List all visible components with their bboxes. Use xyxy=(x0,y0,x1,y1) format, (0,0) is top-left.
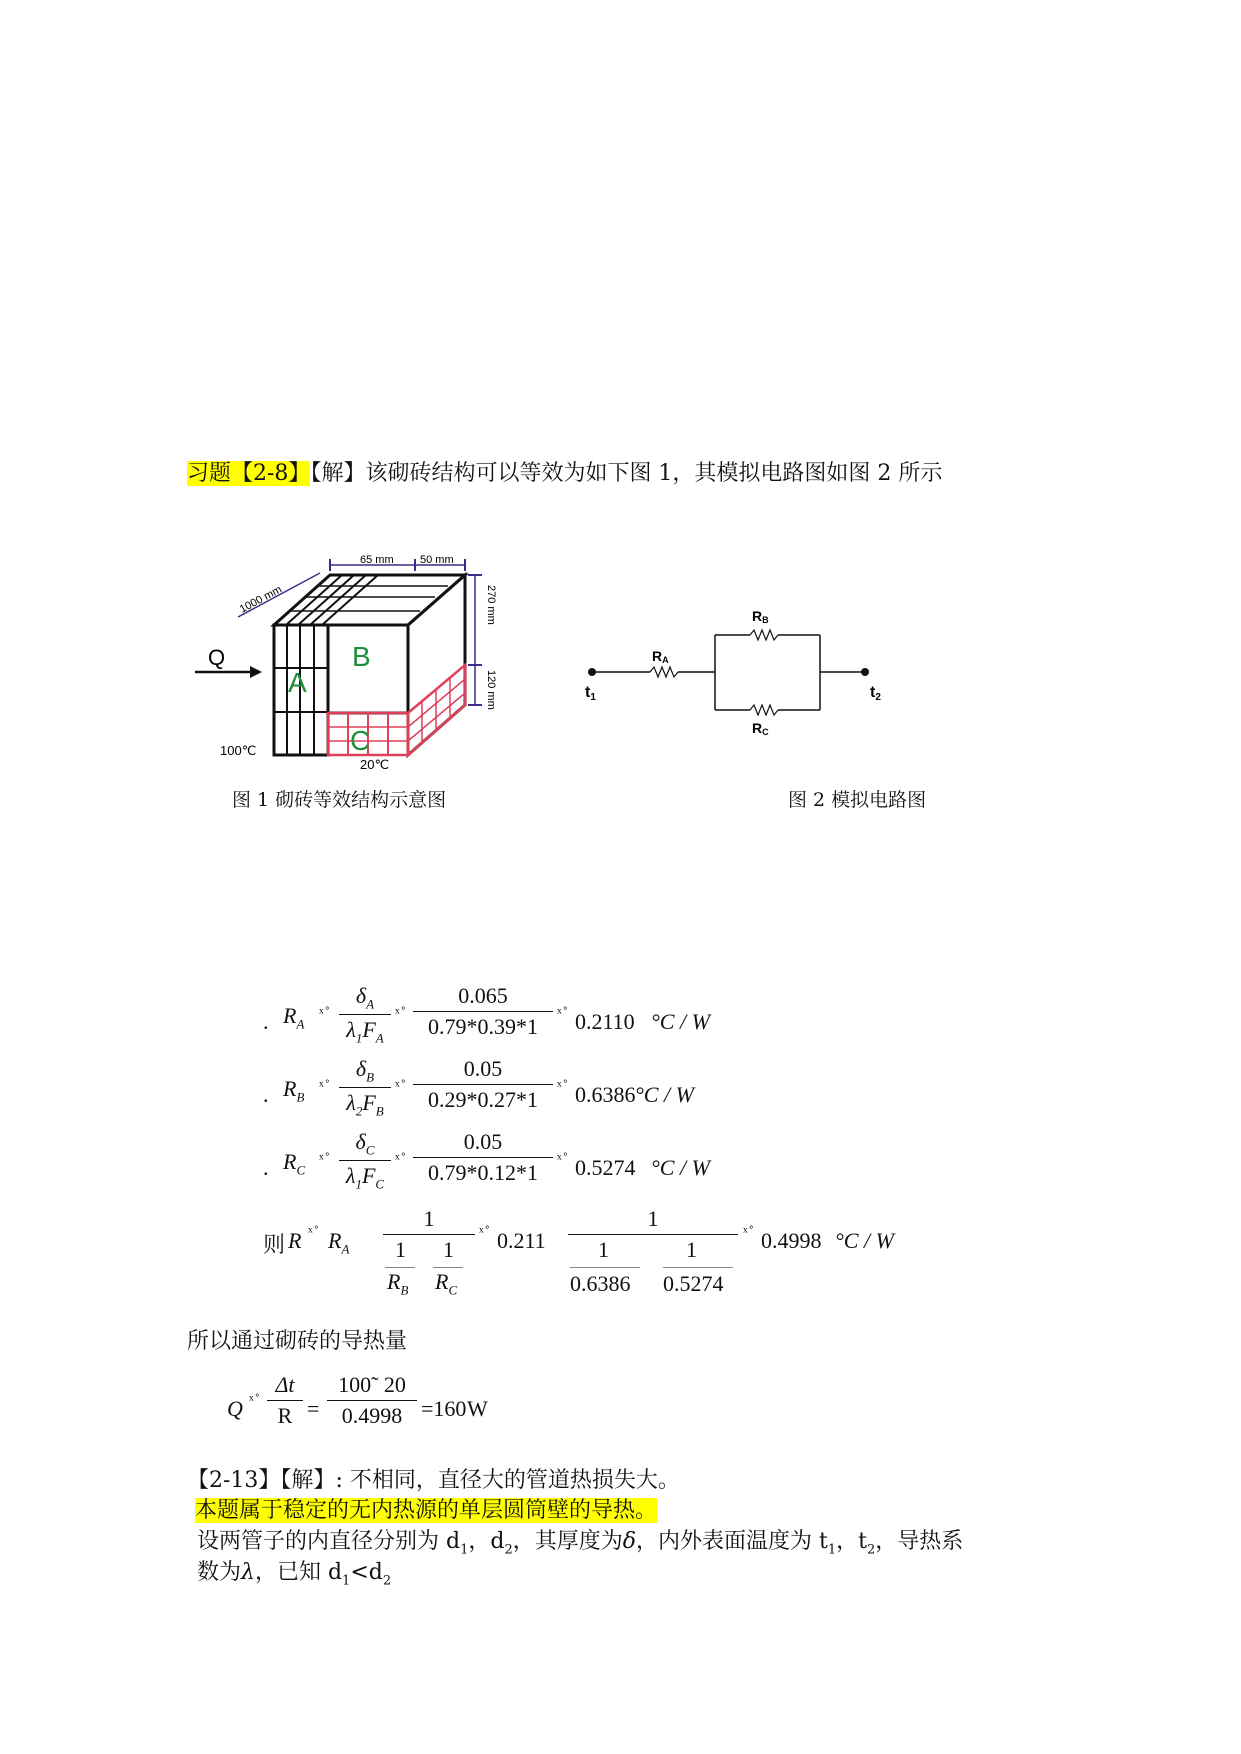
eq-rc-lhs: $R_C$ xyxy=(283,1149,306,1178)
dim-1000-label: 1000 mm xyxy=(237,583,284,616)
rc-sub: C xyxy=(762,727,769,735)
eq-rb-frac1: $\delta_B$ $\lambda_2F_B$ xyxy=(339,1056,391,1120)
q-label: Q xyxy=(208,645,226,670)
eq-rb-frac2: 0.05 0.29*0.27*1 xyxy=(413,1056,553,1113)
problem-2-13-title xyxy=(187,1467,680,1495)
eq-q-unit: W xyxy=(467,1396,488,1421)
figure-1-brick-structure xyxy=(190,555,530,770)
eq-rt-lead: 则 xyxy=(263,1232,286,1257)
equation-heat-flow xyxy=(227,1372,627,1460)
solution-intro: 【解】该砌砖结构可以等效为如下图 1，其模拟电路图如图 2 所示 xyxy=(310,461,943,486)
figure-1-caption: 图 1 砌砖等效结构示意图 xyxy=(232,789,447,811)
eq-rc-frac2: 0.05 0.79*0.12*1 xyxy=(413,1129,553,1186)
region-b-label: B xyxy=(352,641,371,672)
eq-rt-unit: °C / W xyxy=(835,1228,894,1253)
t2-sub: 2 xyxy=(875,692,881,703)
eq-rc-sym1: ˣ˚ xyxy=(319,1151,331,1168)
heat-flow-intro: 所以通过砌砖的导热量 xyxy=(187,1329,408,1354)
rb-label: R xyxy=(752,608,763,624)
ra-sub: A xyxy=(662,655,669,665)
eq-rt-sym3: ˣ˚ xyxy=(743,1224,755,1241)
eq-q-result: =160 xyxy=(421,1396,467,1421)
t1-label: t xyxy=(585,684,591,701)
eq-q-eq: = xyxy=(307,1396,320,1421)
eq-rt-ra: $R_A$ xyxy=(328,1228,350,1257)
eq-rt-frac2: 1 1 1 0.6386 0.5274 xyxy=(568,1206,738,1299)
problem-2-13-highlight: 本题属于稳定的无内热源的单层圆筒壁的导热。 xyxy=(195,1498,658,1523)
problem-2-13-answer: : 不相同，直径大的管道热损失大。 xyxy=(335,1468,680,1493)
dim-270-label: 270 mm xyxy=(485,585,497,625)
eq-ra-sym3: ˣ˚ xyxy=(557,1005,569,1022)
problem-2-8-heading xyxy=(187,460,942,488)
temp-cold-label: 20℃ xyxy=(360,757,390,770)
eq-rt-sym1: ˣ˚ xyxy=(308,1224,320,1241)
region-c-label: C xyxy=(350,725,371,756)
eq-q-frac1: Δt R xyxy=(267,1372,303,1429)
eq-ra-lhs: $R_A$ xyxy=(283,1003,305,1032)
eq-ra-sym1: ˣ˚ xyxy=(319,1005,331,1022)
t2-label: t xyxy=(870,684,876,701)
equation-rtotal xyxy=(263,1206,963,1322)
eq-rt-result: 0.4998 xyxy=(761,1228,822,1253)
eq-rb-sym2: ˣ˚ xyxy=(395,1078,407,1095)
problem-2-13-line2: 数为λ，已知 $d_1<d_2$ xyxy=(197,1560,392,1589)
eq-ra-sym2: ˣ˚ xyxy=(395,1005,407,1022)
eq-rt-sym2: ˣ˚ xyxy=(479,1224,491,1241)
eq-rt-lhs: R xyxy=(288,1228,302,1253)
eq-rb-sym3: ˣ˚ xyxy=(557,1078,569,1095)
eq-ra-frac2: 0.065 0.79*0.39*1 xyxy=(413,983,553,1040)
eq-rc-sym3: ˣ˚ xyxy=(557,1151,569,1168)
eq-rc-frac1: $\delta_C$ $\lambda_1F_C$ xyxy=(339,1129,391,1193)
region-a-label: A xyxy=(288,667,307,698)
eq-rb-lead: . xyxy=(263,1082,269,1107)
eq-rb-sym1: ˣ˚ xyxy=(319,1078,331,1095)
eq-rc-sym2: ˣ˚ xyxy=(395,1151,407,1168)
eq-q-sym: ˣ˚ xyxy=(249,1392,261,1409)
svg-text:t1 xyxy=(585,684,596,703)
eq-rb-result: 0.6386 xyxy=(575,1082,636,1107)
eq-q-lhs: Q xyxy=(227,1396,243,1421)
eq-ra-unit: °C / W xyxy=(651,1009,710,1034)
problem-tag: 习题【2-8】 xyxy=(187,461,311,486)
eq-rt-ra-val: 0.211 xyxy=(497,1228,546,1253)
dim-65-label: 65 mm xyxy=(360,555,394,566)
rb-sub: B xyxy=(762,615,769,625)
eq-rc-result: 0.5274 xyxy=(575,1155,636,1180)
svg-text:RB xyxy=(752,608,769,625)
rc-label: R xyxy=(752,720,763,735)
eq-rc-lead: . xyxy=(263,1155,269,1180)
eq-ra-result: 0.2110 xyxy=(575,1009,635,1034)
problem-2-13-tag: 【2-13】【解】 xyxy=(187,1468,336,1493)
eq-rb-lhs: $R_B$ xyxy=(283,1076,305,1105)
dim-120-label: 120 mm xyxy=(485,670,497,710)
eq-rb-unit: °C / W xyxy=(635,1082,694,1107)
eq-ra-lead: . xyxy=(263,1009,269,1034)
dim-50-label: 50 mm xyxy=(420,555,454,566)
problem-2-13-line1: 设两管子的内直径分别为 $d_1$，$d_2$，其厚度为δ，内外表面温度为 $t_1$，$t_2$，导热系 xyxy=(197,1529,964,1558)
eq-rc-unit: °C / W xyxy=(651,1155,710,1180)
eq-q-frac2: 100˜ 20 0.4998 xyxy=(327,1372,417,1429)
eq-rt-frac1: 1 1 1 $R_B$ $R_C$ xyxy=(383,1206,475,1299)
ra-label: R xyxy=(652,648,663,664)
svg-text:t2 xyxy=(870,684,881,703)
svg-text:RA xyxy=(652,648,669,665)
eq-ra-frac1: $\delta_A$ $\lambda_1F_A$ xyxy=(339,983,391,1047)
figure-2-circuit xyxy=(580,595,900,735)
svg-text:RC xyxy=(752,720,769,735)
figure-2-caption: 图 2 模拟电路图 xyxy=(788,789,927,811)
t1-sub: 1 xyxy=(590,692,596,703)
temp-hot-label: 100℃ xyxy=(220,743,257,758)
